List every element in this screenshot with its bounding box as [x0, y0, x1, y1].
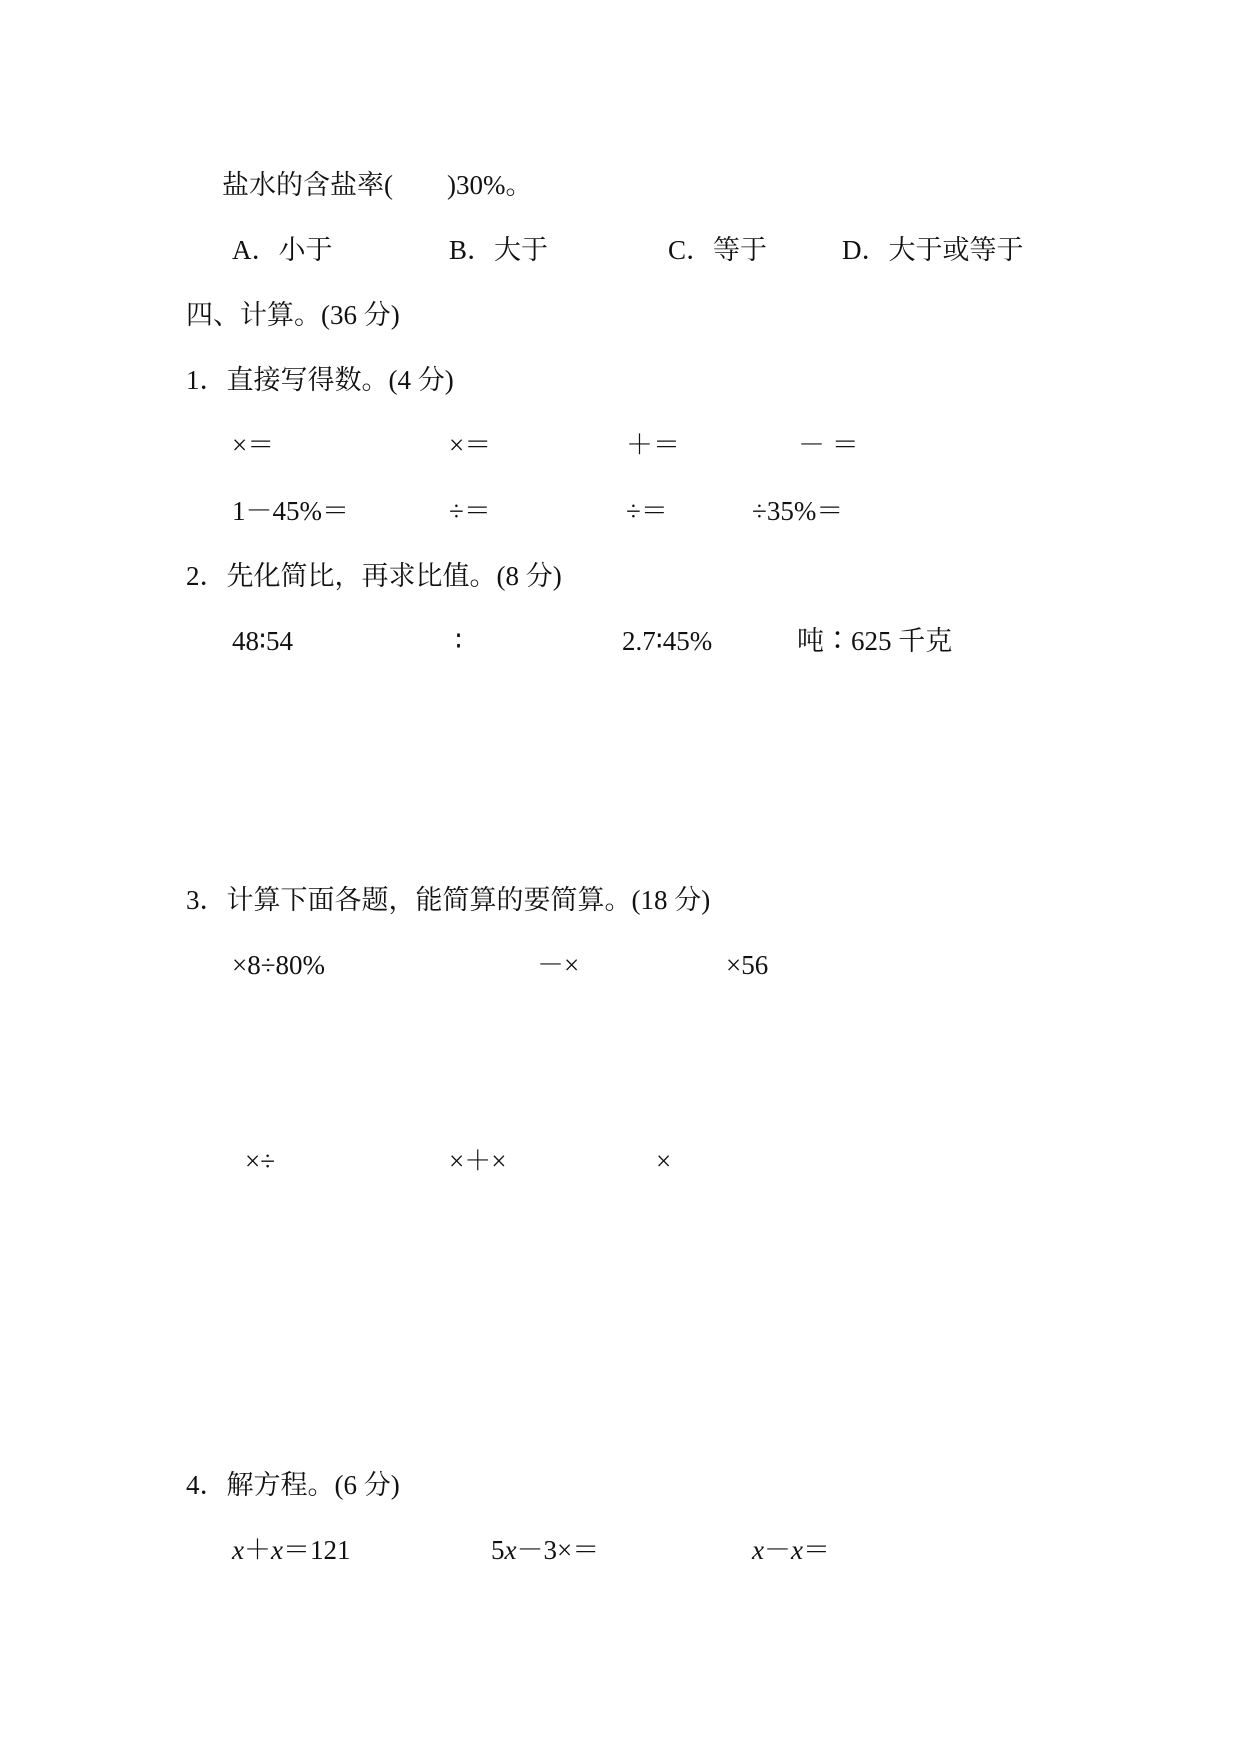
p3-r1-c3: ×56 [726, 950, 769, 980]
part4-title: 4．解方程。(6 分) [186, 1470, 400, 1500]
section-title: 四、计算。(36 分) [186, 300, 400, 330]
p1-r2-c1: 1－45%＝ [232, 496, 349, 526]
p2-item1: 48∶54 [232, 626, 294, 656]
part3-title: 3．计算下面各题，能简算的要简算。(18 分) [186, 885, 711, 915]
equation-3: x－x＝ [752, 1535, 830, 1565]
p1-r1-c3: ＋＝ [626, 430, 680, 460]
equation-1: x＋x＝121 [232, 1535, 351, 1565]
p2-item3: 2.7∶45% [622, 626, 713, 656]
p3-r1-c1: ×8÷80% [232, 950, 326, 980]
p3-r2-c2: ×＋× [449, 1146, 507, 1176]
p3-r2-c3: × [656, 1146, 672, 1176]
p1-r2-c2: ÷＝ [449, 496, 491, 526]
p2-item2: ∶ [455, 626, 463, 656]
p1-r1-c1: ×＝ [232, 430, 275, 460]
p1-r2-c3: ÷＝ [626, 496, 668, 526]
p1-r1-c2: ×＝ [449, 430, 492, 460]
question-stem: 盐水的含盐率( )30%。 [222, 170, 533, 200]
equation-2: 5x－3×＝ [491, 1535, 600, 1565]
p3-r1-c2: －× [537, 950, 580, 980]
p1-r1-c4: － ＝ [798, 430, 859, 460]
part2-title: 2．先化简比，再求比值。(8 分) [186, 561, 562, 591]
option-b: B．大于 [449, 235, 549, 265]
option-a: A．小于 [232, 235, 333, 265]
p1-r2-c4: ÷35%＝ [752, 496, 844, 526]
p3-r2-c1: ×÷ [245, 1146, 276, 1176]
option-d: D．大于或等于 [842, 235, 1024, 265]
option-c: C．等于 [668, 235, 768, 265]
part1-title: 1．直接写得数。(4 分) [186, 365, 454, 395]
p2-item4: 吨∶625 千克 [797, 626, 953, 656]
